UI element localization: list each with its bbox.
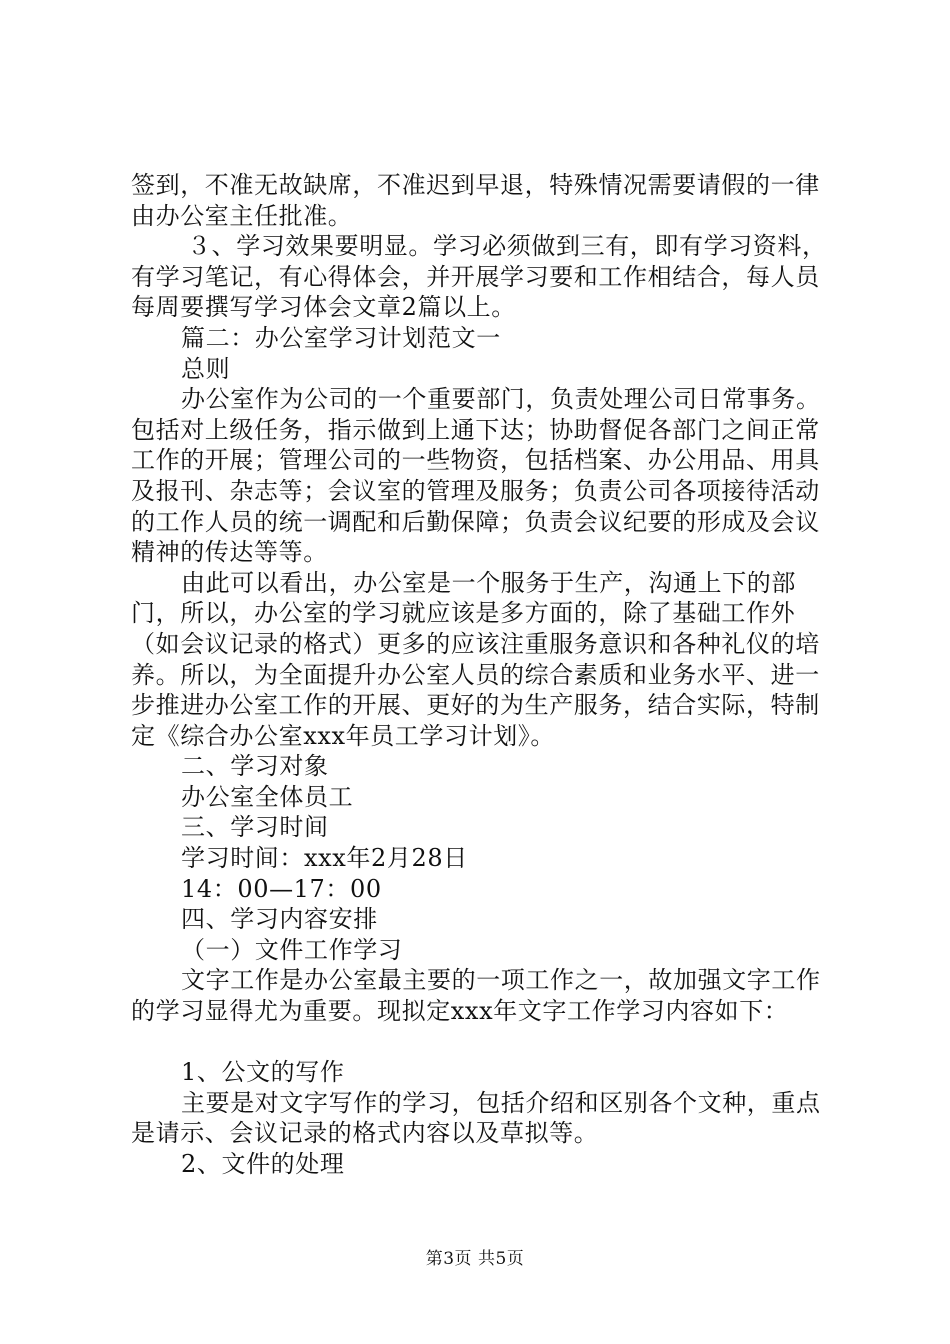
section-heading-part-two: 篇二：办公室学习计划范文一 (181, 323, 501, 352)
paragraph-all-staff: 办公室全体员工 (181, 782, 354, 811)
paragraph-learning-effect: ３、学习效果要明显。学习必须做到三有，即有学习资料，有学习笔记，有心得体会，并开展学习要和工作相结合，每人员每周要撰写学习体会文章2篇以上。 (131, 232, 827, 322)
paragraph-learning-hours: 14：00—17：00 (181, 874, 382, 903)
section-heading-content-arrangement: 四、学习内容安排 (181, 905, 378, 934)
item-heading-official-writing: 1、公文的写作 (181, 1058, 345, 1087)
blank-line (131, 1027, 831, 1058)
section-heading-learning-target: 二、学习对象 (181, 752, 329, 781)
paragraph-office-duties: 办公室作为公司的一个重要部门，负责处理公司日常事务。包括对上级任务，指示做到上通下达；协助督促各部门之间正常工作的开展；管理公司的一些物资，包括档案、办公用品、用具及报刊、杂志等；会议室的管理及服务；负责公司各项接待活动的工作人员的统一调配和后勤保障；负责会议纪要的形成及会议精神的传达等等。 (131, 385, 821, 567)
section-heading-general: 总则 (181, 354, 231, 383)
paragraph-learning-date: 学习时间：xxx年2月28日 (181, 844, 468, 873)
paragraph-attendance-rules: 签到，不准无故缺席，不准迟到早退，特殊情况需要请假的一律由办公室主任批准。 (131, 171, 820, 230)
paragraph-text-work: 文字工作是办公室最主要的一项工作之一，故加强文字工作的学习显得尤为重要。现拟定xxx年文字工作学习内容如下： (131, 966, 821, 1026)
paragraph-writing-study: 主要是对文字写作的学习，包括介绍和区别各个文种，重点是请示、会议记录的格式内容以及草拟等。 (131, 1088, 821, 1148)
document-body (131, 170, 831, 1180)
page-footer: 第3页 共5页 (425, 1249, 525, 1269)
paragraph-office-learning: 由此可以看出，办公室是一个服务于生产，沟通上下的部门，所以，办公室的学习就应该是多方面的，除了基础工作外（如会议记录的格式）更多的应该注重服务意识和各种礼仪的培养。所以，为全面提升办公室人员的综合素质和业务水平、进一步推进办公室工作的开展、更好的为生产服务，结合实际，特制定《综合办公室xxx年员工学习计划》。 (131, 568, 820, 750)
subsection-heading-document-work: （一）文件工作学习 (181, 935, 403, 964)
section-heading-learning-time: 三、学习时间 (181, 813, 329, 842)
item-heading-document-processing: 2、文件的处理 (181, 1150, 345, 1178)
